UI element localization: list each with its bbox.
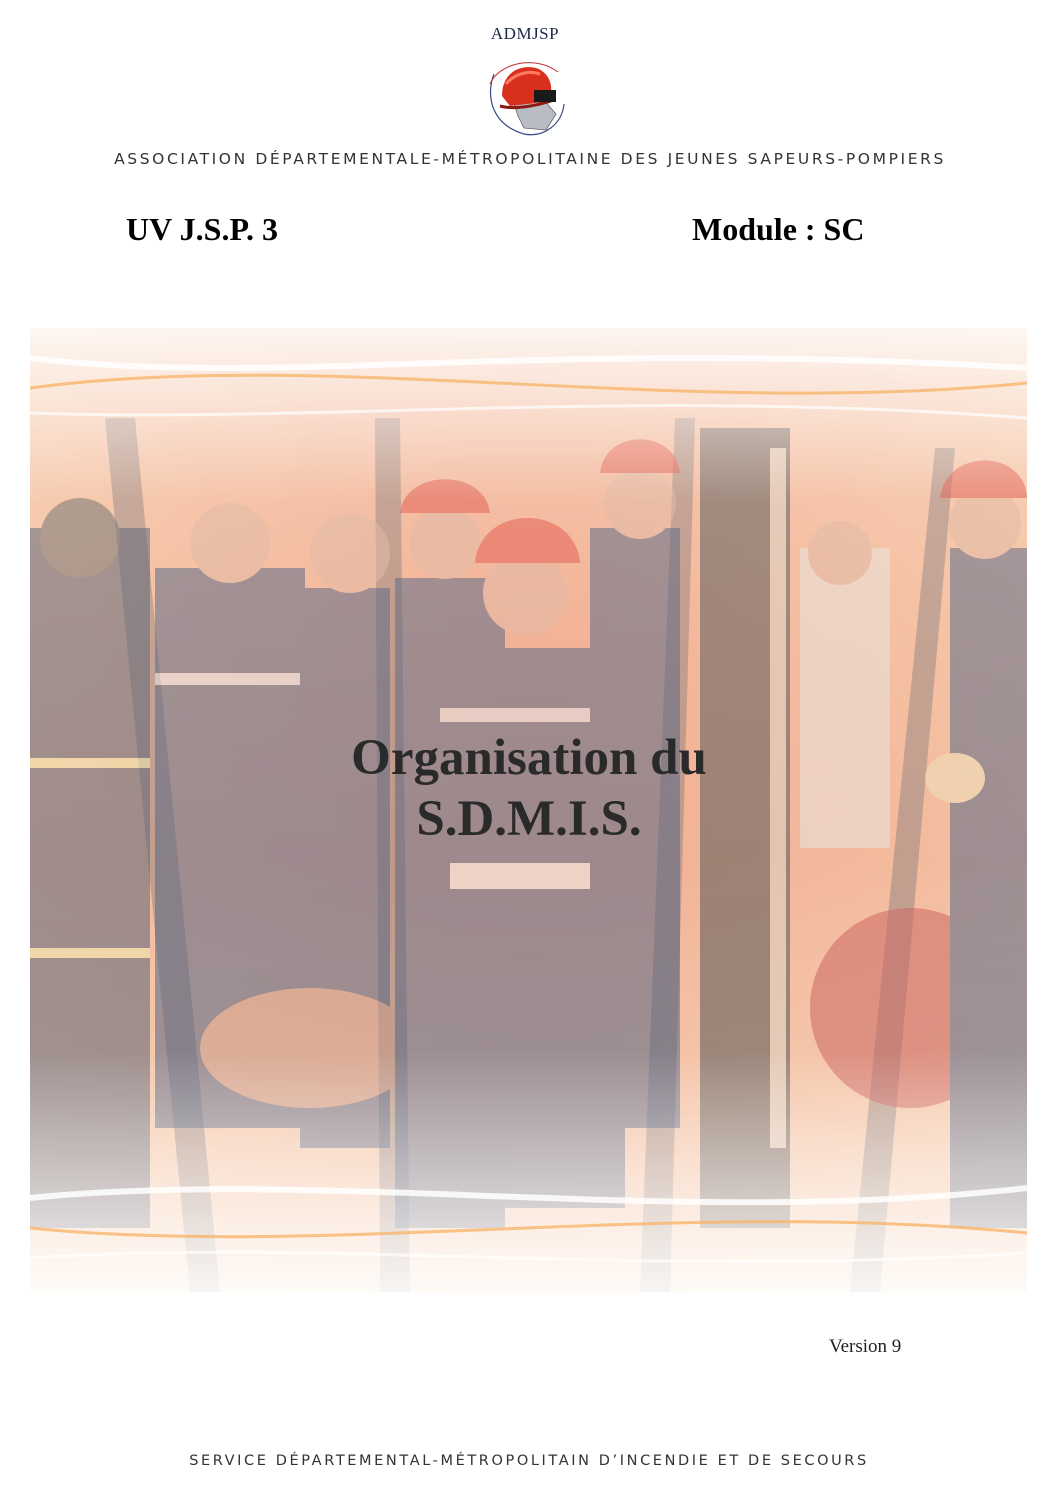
helmet-logo-icon (484, 44, 568, 140)
admjsp-logo (470, 24, 580, 144)
module-label: Module : SC (692, 211, 865, 247)
cover-title (0, 728, 1058, 850)
version-label: Version 9 (829, 1336, 902, 1357)
association-name: ASSOCIATION DÉPARTEMENTALE-MÉTROPOLITAINE DES JEUNES SAPEURS-POMPIERS (114, 150, 946, 168)
logo-text: ADMJSP (490, 24, 560, 43)
uv-label: UV J.S.P. 3 (126, 211, 279, 247)
title-line-2: S.D.M.I.S. (416, 791, 642, 847)
service-name: SERVICE DÉPARTEMENTAL-MÉTROPOLITAIN D’INCENDIE ET DE SECOURS (189, 1453, 869, 1469)
title-line-1: Organisation du (351, 730, 707, 786)
